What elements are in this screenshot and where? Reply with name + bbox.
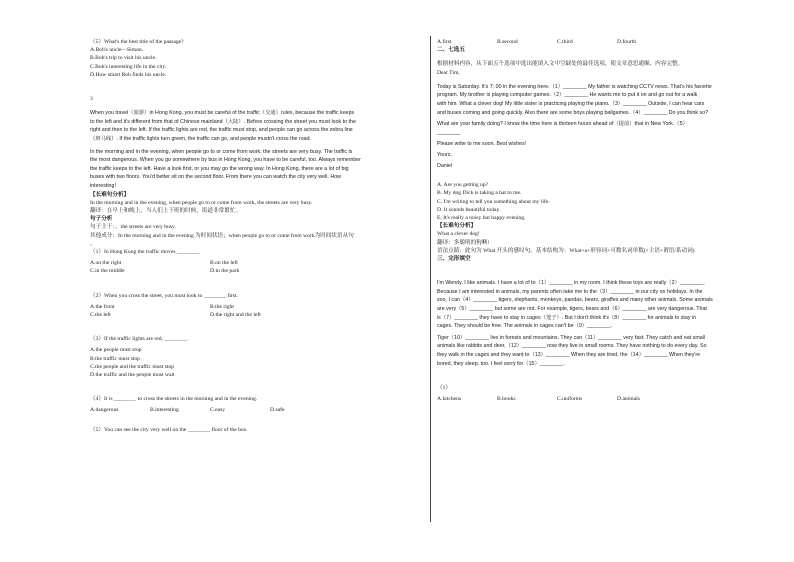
cloze-line: I'm Wendy. I like animals. I have a lot of to（1）________ in my room. I think these toys are really（2）________. [437, 280, 705, 287]
passage-line: （斑马线）. If the traffic lights turn green, the traffic can go, and people mustn't cross the road. [90, 136, 312, 142]
question-stem: （5）What's the best title of the passage? [90, 39, 184, 45]
passage-line: interesting! [90, 182, 116, 189]
letter-closing: Please write to me soon. Best wishes! [437, 141, 527, 148]
option: C.the people and the traffic must stop [90, 363, 174, 370]
passage-line: In the morning and in the evening, when people go to or come from work, the streets are very busy. The traffic is [90, 148, 353, 155]
option: C.uniforms [557, 396, 583, 403]
option: B.second [497, 39, 518, 45]
letter-line: What are your family doing? I know the time here is thirteen hours ahead of（提前）that in New York.（5） [437, 121, 688, 128]
cloze-line: bored, they sleep, too. I feel sorry for（15）________. [437, 360, 565, 367]
option-row [90, 259, 420, 267]
option: B.interesting [150, 407, 179, 414]
option-row [90, 303, 420, 311]
option: D.in the park [210, 268, 240, 275]
letter-greeting: Dear Tim, [437, 69, 460, 76]
translation: 翻译：在早上和晚上，当人们上下班的时候，街道非常繁忙。 [90, 207, 242, 214]
option: B.the right [210, 303, 234, 310]
question-number: （1） [437, 385, 451, 392]
choice: B. My dog Dick is taking a hat to me. [437, 190, 522, 197]
option: B.books [497, 396, 516, 403]
instruction: 根据材料内容，从下面五个选项中选出能填入文中空缺处的最佳选项，使文章意思通顺、内容完整。 [437, 61, 684, 68]
option: A.the front [90, 303, 115, 310]
passage-number: 3 [90, 96, 93, 103]
cloze-line: Tiger（10）________ live in forests and mountains. They can（11）________ very fast. They catch and eat small [437, 334, 706, 341]
passage-line: the traffic keeps to the left. Have a look first, or you may go the wrong way. In Hong Kong, there are a lot of big [90, 165, 349, 172]
choice: C. I'm writing to tell you something about my life. [437, 198, 550, 205]
cloze-line: Because I am interested in animals, my parents often take me to the（3）________ in our city on holidays. In the [437, 288, 703, 295]
section-heading: 三、完形填空 [437, 255, 471, 262]
cloze-line: animals like rabbits and deer,（12）________ now they live in small rooms. They have nothing to do every day. So [437, 343, 707, 350]
option: D.animals [617, 396, 640, 403]
question-stem: （3）If the traffic lights are red, ________. [90, 336, 189, 343]
option-row [90, 267, 420, 275]
option: D.safe [270, 407, 285, 414]
question-stem: （4）It is ________ to cross the streets in the morning and in the evening. [90, 396, 258, 403]
passage-line: buses with two floors. You'd better sit on the second floor. From there you can watch the city very well. How [90, 174, 341, 181]
translation: 翻译：多聪明的狗啊! [437, 239, 490, 246]
option: C.the left [90, 312, 111, 318]
option: A.on the right [90, 260, 122, 267]
main-clause: 句子主干：，the streets are very busy. [90, 224, 176, 231]
option-row [437, 38, 769, 46]
option-row [437, 395, 769, 403]
option: D.the traffic and the people must wait [90, 372, 175, 379]
option: D.the right and the left [210, 312, 261, 318]
grammar-note: 语法点睛：此句为 What 开头的感叹句。基本结构为：What+a+形容词+可数名词单数(+主语+谓语/系动词) [437, 247, 695, 254]
option: A.the people must stop [90, 347, 142, 354]
letter-line: and buses coming and going quickly. Also there are some boys playing ballgames.（4）________ Do you think so? [437, 109, 709, 116]
question-stem: （1）In Hong Kong the traffic moves ________. [90, 248, 201, 255]
option: A.first [437, 39, 452, 45]
analysis-sentence: In the morning and in the evening, when people go to or come from work, the streets are very busy. [90, 199, 313, 206]
letter-line: Today is Saturday. It's 7: 00 in the evening here.（1）________ My father is watching CCTV news. That's his favorite [437, 83, 712, 90]
option: B.the traffic must stop [90, 355, 140, 362]
option: C.easy [210, 407, 226, 414]
letter-line: with him. What a clever dog! My little sister is practicing playing the piano.（3）________ Outside, I can hear cars [437, 101, 705, 107]
question-stem: （2）When you cross the street, you must look to ________ first. [90, 292, 238, 299]
option: C.Bob's interesting life in the city. [90, 63, 167, 70]
sentence-analysis: 句子分析 [90, 216, 113, 223]
question-stem: （5）You can see the city very well on the ________ floor of the bus. [90, 426, 248, 433]
right-column [437, 38, 769, 404]
passage-line: right and then to the left. If the traffic lights are red, the traffic must stop, and people can go across the zebra line [90, 127, 353, 134]
option: D.fourth [617, 39, 637, 45]
option-row [90, 311, 420, 319]
passage-line: the most dangerous. When you go somewhere by bus in Hong Kong, you have to be careful, too. Always remember [90, 157, 361, 164]
section-heading: 二、七选五 [437, 47, 465, 54]
answer-blank: ________ [437, 129, 461, 136]
other-part: 其他成分：In the morning and in the evening 为时间状语；when people go to or come from work为时间状语从句 [90, 232, 354, 239]
option: A.Bob's uncle—Simon. [90, 47, 144, 54]
column-divider [430, 36, 431, 522]
cloze-line: cages. They should be free. The animals in cages can't be（9）________. [437, 323, 613, 330]
option: C.third [557, 39, 573, 45]
cloze-line: is（7）________ they have to stay in cages（笼子）. But I don't think it's（8）________ for animals to stay in [437, 314, 697, 321]
letter-signature: Daniel [437, 162, 453, 169]
choice: A. Are you getting up? [437, 182, 489, 189]
cloze-line: are very（5）________ but some are not. For example, tigers, bears and（6）________ are very dangerous. That [437, 305, 707, 312]
option: B.Bob's trip to visit his uncle. [90, 55, 157, 62]
cloze-line: zoo, I can（4）________ tigers, elephants, monkeys, pandas, bears, giraffes and many other animals. Some animals [437, 297, 713, 304]
passage-line: When you travel（旅游）in Hong Kong, you must be careful of the traffic（交通）rules, because the traffic keeps [90, 110, 355, 117]
option: D.How smart Bob finds his uncle. [90, 71, 167, 78]
left-column [90, 38, 420, 434]
choice: D. It sounds beautiful today. [437, 206, 501, 213]
letter-line: program. My brother is playing computer games.（2）________ He wants me to put it on and go out for a walk [437, 92, 698, 99]
period: 。 [90, 240, 96, 247]
option: B.on the left [210, 260, 238, 267]
analysis-heading: 【长难句分析】 [90, 191, 130, 198]
option: A.dangerous [90, 407, 119, 414]
analysis-heading: 【长难句分析】 [437, 223, 477, 230]
analysis-sentence: What a clever dog! [437, 231, 480, 238]
choice: E. It's really a noisy but happy evening. [437, 214, 526, 221]
cloze-line: they walk in the cages and they want to（13）________ When they are tired, the（14）________ When they're [437, 351, 701, 358]
option: C.in the middle [90, 268, 125, 275]
option-row [90, 406, 420, 414]
letter-yours: Yours, [437, 151, 452, 158]
passage-line: to the left and it's different from that of Chinese mainland（大陆）. Before crossing the street you must look to the [90, 118, 356, 125]
option: A.kitchens [437, 396, 462, 403]
